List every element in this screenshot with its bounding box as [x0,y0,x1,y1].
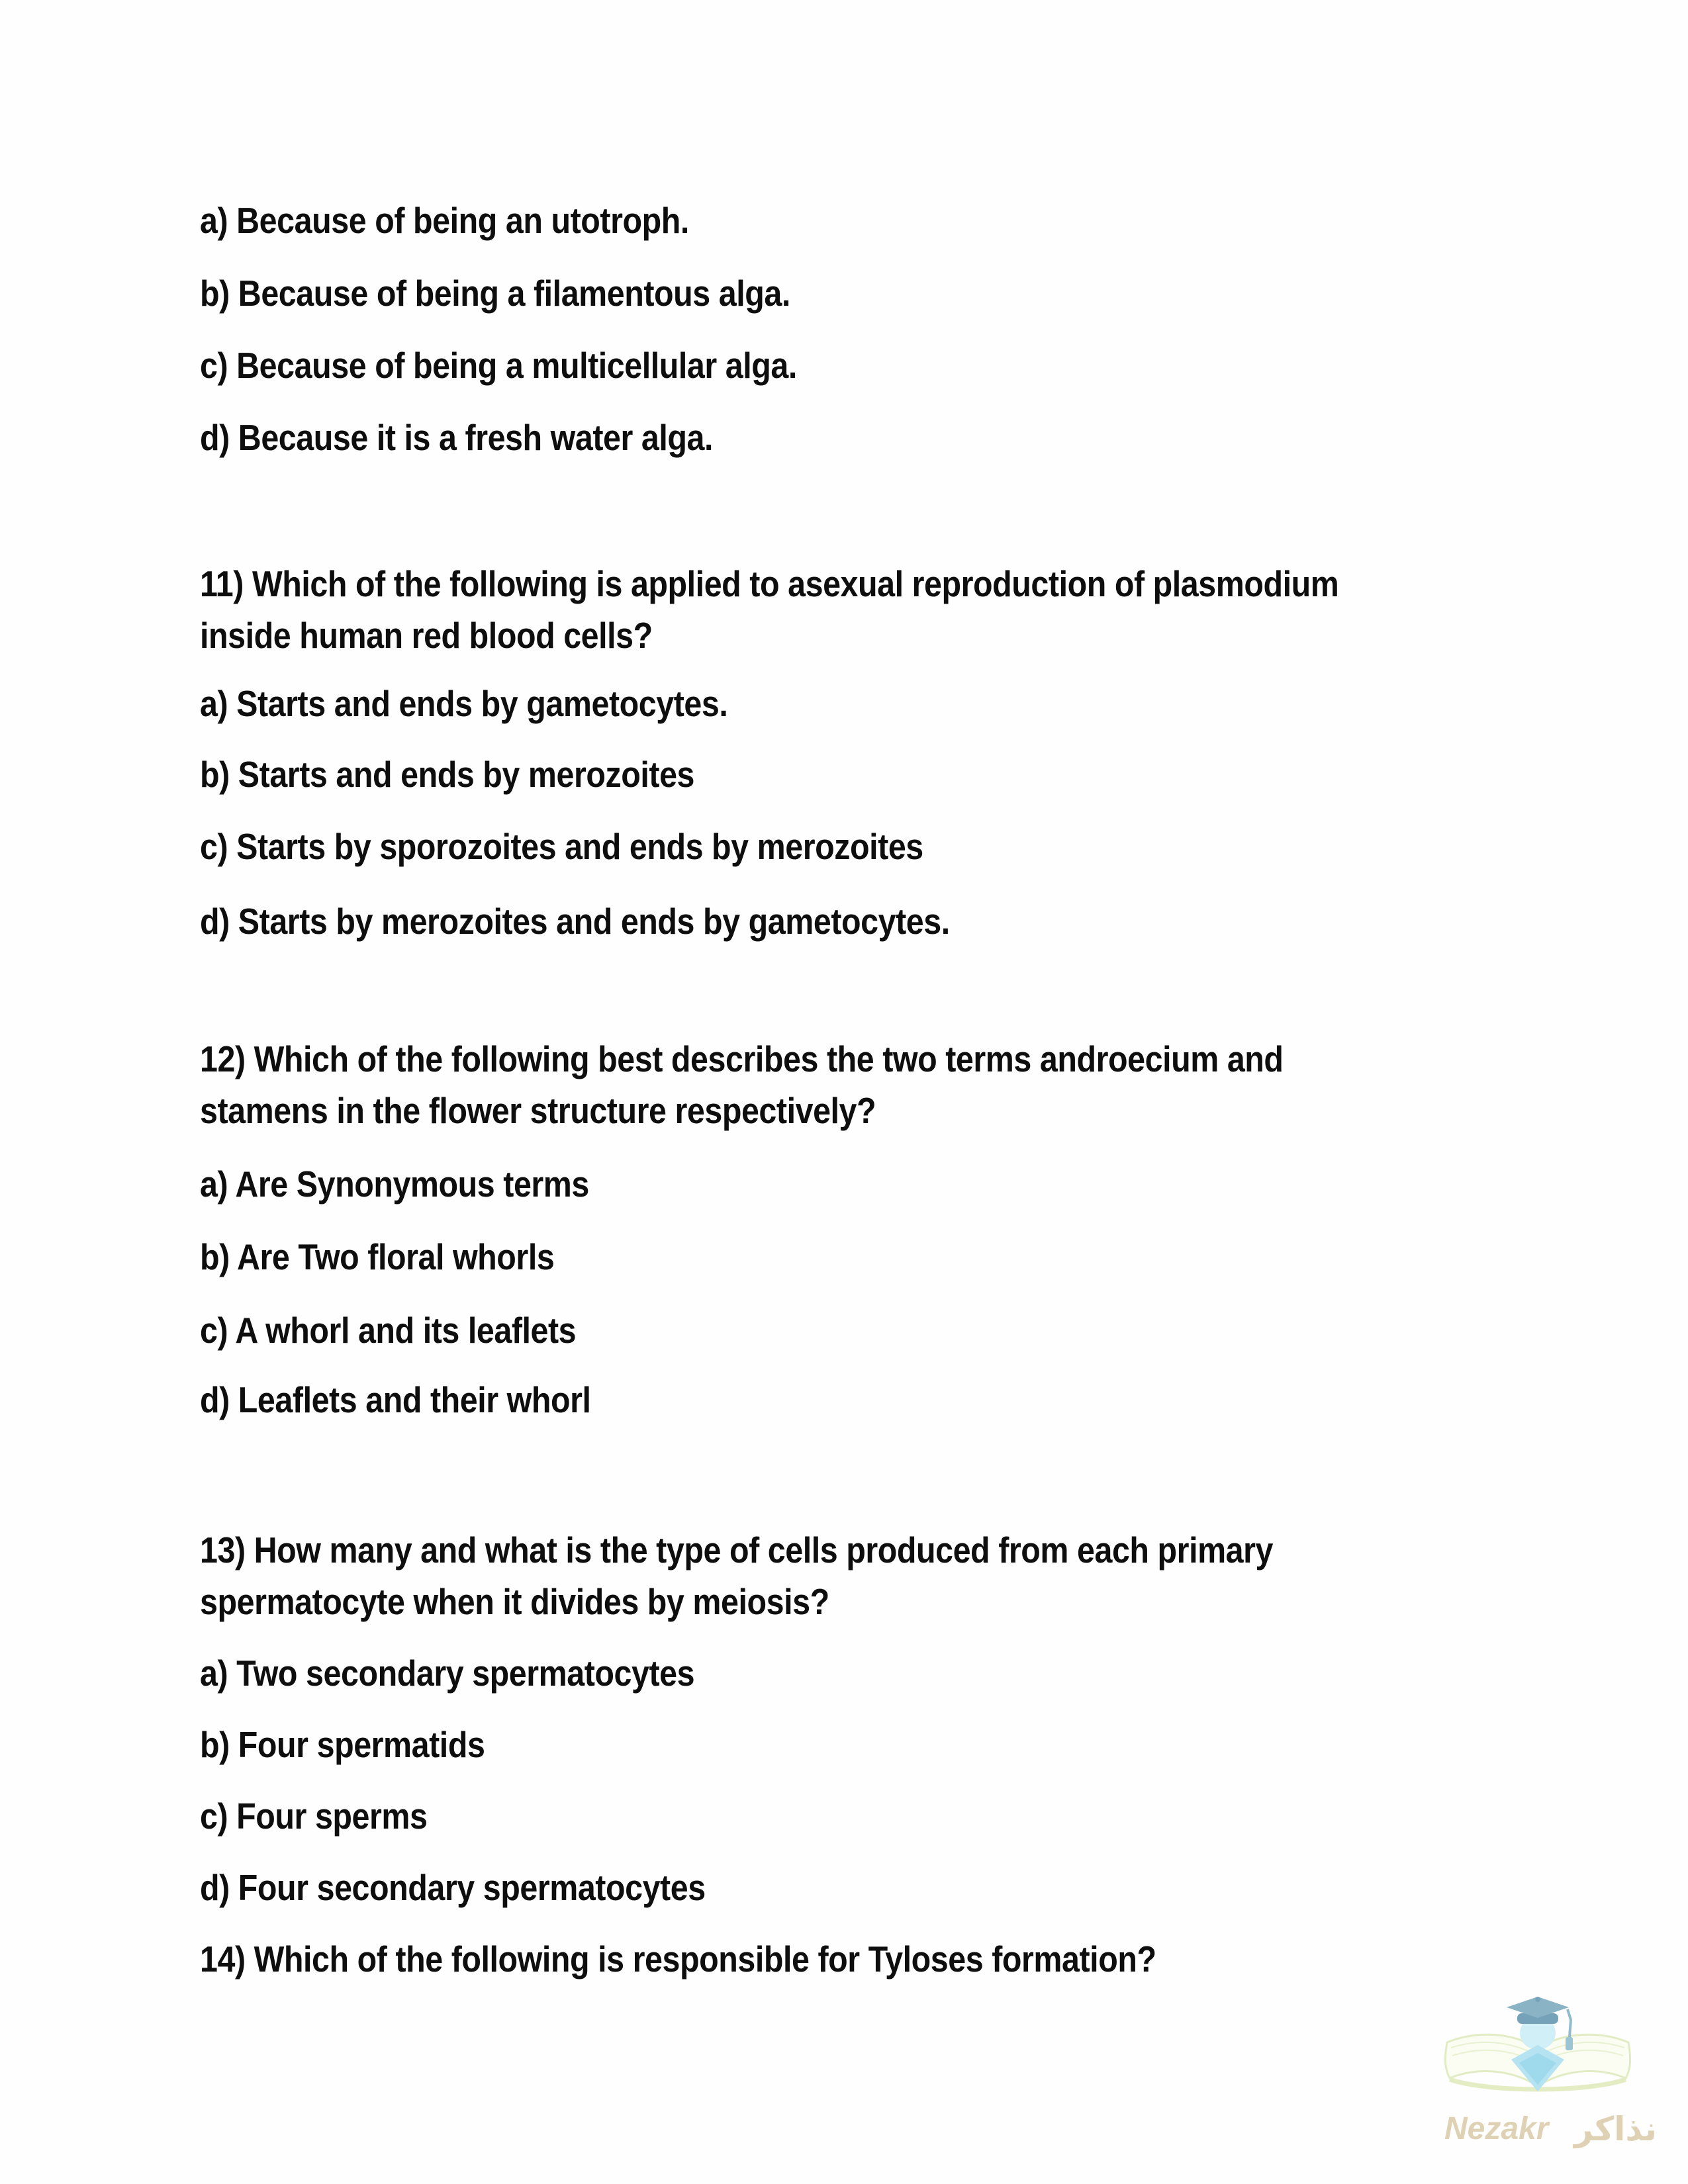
question-13-option-c: c) Four sperms [200,1796,428,1837]
question-10-option-c: c) Because of being a multicellular alga. [200,345,797,386]
question-10-option-d: d) Because it is a fresh water alga. [200,417,714,458]
question-11-stem-line-1: 11) Which of the following is applied to asexual reproduction of plasmodium [200,563,1339,604]
question-11-stem-line-2: inside human red blood cells? [200,615,653,656]
question-12-option-d: d) Leaflets and their whorl [200,1379,591,1420]
question-12-stem-line-2: stamens in the flower structure respectively? [200,1090,876,1131]
question-11-option-d: d) Starts by merozoites and ends by gametocytes. [200,901,950,942]
question-13-option-b: b) Four spermatids [200,1724,485,1765]
question-11-option-b: b) Starts and ends by merozoites [200,754,695,795]
question-12-option-b: b) Are Two floral whorls [200,1236,555,1277]
question-14-stem-line-1: 14) Which of the following is responsible for Tyloses formation? [200,1938,1156,1979]
question-12-option-a: a) Are Synonymous terms [200,1163,589,1205]
question-13-option-d: d) Four secondary spermatocytes [200,1867,706,1908]
watermark-brand-latin: Nezakr [1444,2111,1549,2146]
question-12-option-c: c) A whorl and its leaflets [200,1310,577,1351]
question-10-option-a: a) Because of being an utotroph. [200,200,689,241]
question-13-stem-line-2: spermatocyte when it divides by meiosis? [200,1581,829,1622]
question-11-option-c: c) Starts by sporozoites and ends by merozoites [200,826,923,867]
question-12-stem-line-1: 12) Which of the following best describes the two terms androecium and [200,1038,1284,1079]
question-13-stem-line-1: 13) How many and what is the type of cells produced from each primary [200,1529,1274,1570]
watermark-brand-arabic: نذاكر [1574,2110,1657,2148]
nezakr-watermark-logo [1410,1979,1675,2171]
question-10-option-b: b) Because of being a filamentous alga. [200,273,790,314]
question-13-option-a: a) Two secondary spermatocytes [200,1653,695,1694]
question-11-option-a: a) Starts and ends by gametocytes. [200,683,728,724]
